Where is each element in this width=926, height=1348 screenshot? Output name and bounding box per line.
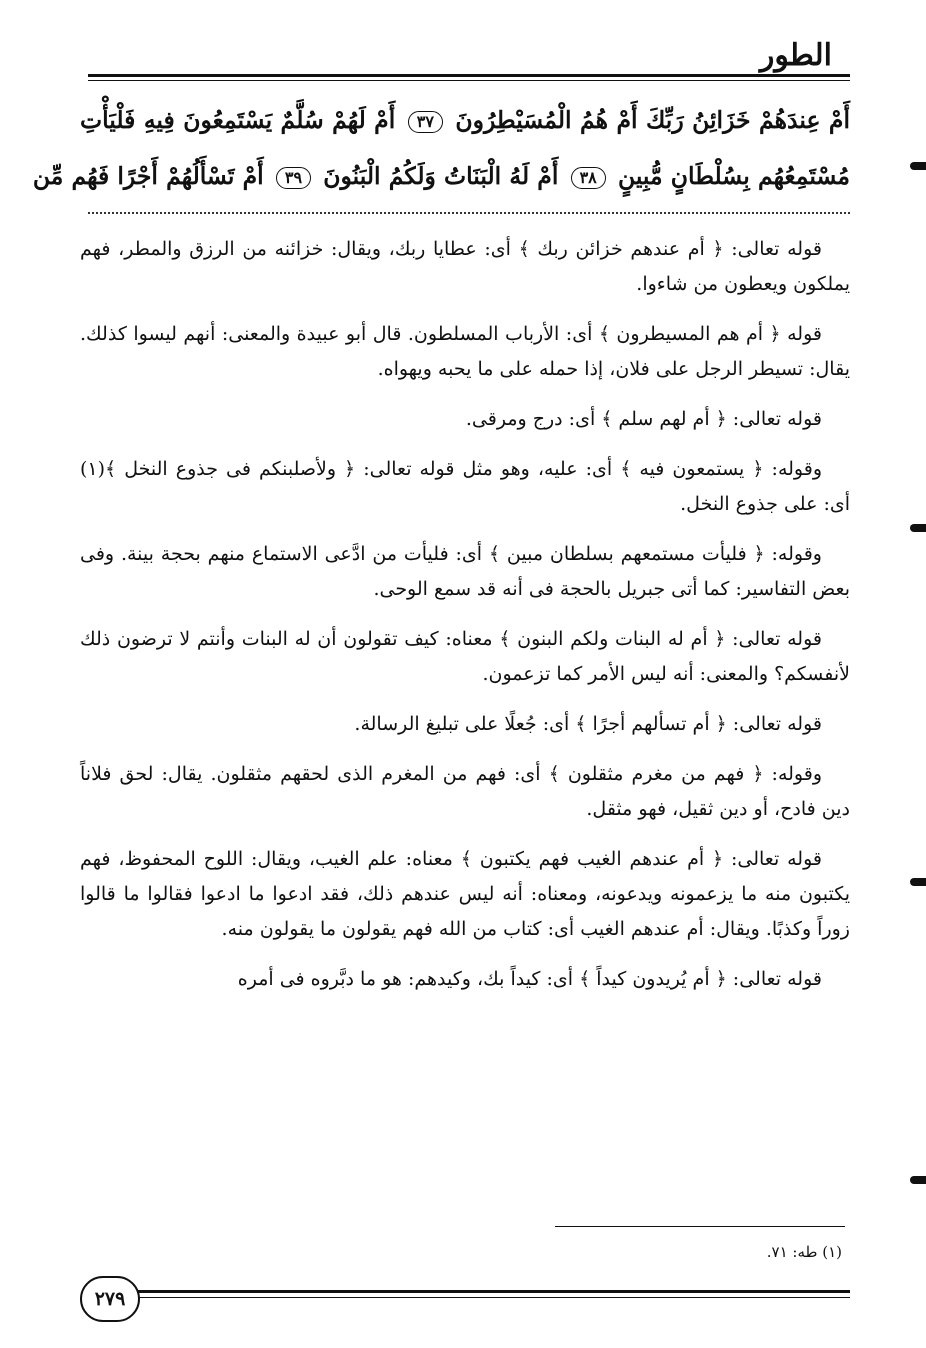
commentary-paragraph: قوله تعالى: ﴿ أم تسألهم أجرًا ﴾ أى: جُعلًا على تبليغ الرسالة. xyxy=(354,713,822,735)
commentary-paragraph: قوله تعالى: ﴿ أم له البنات ولكم البنون ﴾ معناه: كيف تقولون أن له البنات وأنتم لا ترضون ذلك لأنفسكم؟ والمعنى: أنه ليس الأمر كما تزعمون. xyxy=(80,628,850,685)
header-rule xyxy=(88,74,850,77)
commentary-paragraph: قوله تعالى: ﴿ أم لهم سلم ﴾ أى: درج ومرقى. xyxy=(465,408,822,430)
edge-mark xyxy=(910,524,926,532)
page-header xyxy=(88,36,850,76)
commentary-paragraph: قوله تعالى: ﴿ أم عندهم خزائن ربك ﴾ أى: عطايا ربك، ويقال: خزائنه من الرزق والمطر، فهم يملكون ويعطون من شاءوا. xyxy=(80,238,850,295)
commentary-paragraph: وقوله: ﴿ فليأت مستمعهم بسلطان مبين ﴾ أى: فليأت من ادَّعى الاستماع منهم بحجة بينة. وفى بعض التفاسير: كما أتى جبريل بالحجة فى أنه قد سمع الوحى. xyxy=(80,543,850,600)
quran-text: أَمْ عِندَهُمْ خَزَائِنُ رَبِّكَ أَمْ هُمُ الْمُسَيْطِرُونَ xyxy=(455,106,851,134)
commentary-block xyxy=(80,232,850,1012)
quran-line xyxy=(80,92,850,148)
header-rule-thin xyxy=(88,80,850,81)
page-number: ٢٧٩ xyxy=(80,1276,140,1322)
edge-mark xyxy=(910,1176,926,1184)
ayah-number-marker: ٣٧ xyxy=(408,111,443,133)
quran-verses-block xyxy=(32,92,851,204)
commentary-paragraph: قوله تعالى: ﴿ أم يُريدون كيداً ﴾ أى: كيداً بك، وكيدهم: هو ما دبَّروه فى أمره xyxy=(237,968,822,990)
ayah-number-marker: ٣٩ xyxy=(276,167,311,189)
commentary-paragraph: وقوله: ﴿ فهم من مغرم مثقلون ﴾ أى: فهم من المغرم الذى لحقهم مثقلون. يقال: لحق فلاناً دين فادح، أو دين ثقيل، فهو مثقل. xyxy=(80,763,850,820)
quran-text: أَمْ لَهُمْ سُلَّمٌ يَسْتَمِعُونَ فِيهِ فَلْيَأْتِ xyxy=(80,106,396,134)
quran-text: مُسْتَمِعُهُم بِسُلْطَانٍ مُّبِينٍ xyxy=(617,162,850,190)
quran-text: أَمْ لَهُ الْبَنَاتُ وَلَكُمُ الْبَنُونَ xyxy=(323,162,559,190)
edge-mark xyxy=(910,162,926,170)
footer-rule xyxy=(124,1290,850,1293)
ayah-number-marker: ٣٨ xyxy=(571,167,606,189)
commentary-paragraph: قوله ﴿ أم هم المسيطرون ﴾ أى: الأرباب المسلطون. قال أبو عبيدة والمعنى: أنهم ليسوا كذلك. يقال: تسيطر الرجل على فلان، إذا حمله على ما يحبه ويهواه. xyxy=(80,323,850,380)
dotted-separator xyxy=(88,212,850,214)
footnote-rule xyxy=(555,1226,845,1227)
surah-title: الطور xyxy=(759,38,832,73)
commentary-paragraph: وقوله: ﴿ يستمعون فيه ﴾ أى: عليه، وهو مثل قوله تعالى: ﴿ ولأصلبنكم فى جذوع النخل ﴾(١) أى: على جذوع النخل. xyxy=(80,458,850,515)
edge-mark xyxy=(910,878,926,886)
quran-text: أَمْ تَسْأَلُهُمْ أَجْرًا فَهُم مِّن xyxy=(32,162,264,190)
footer-rule-thin xyxy=(124,1297,850,1298)
footnote: (١) طه: ٧١. xyxy=(766,1243,842,1261)
quran-line xyxy=(32,148,850,204)
commentary-paragraph: قوله تعالى: ﴿ أم عندهم الغيب فهم يكتبون ﴾ معناه: علم الغيب، ويقال: اللوح المحفوظ، فهم يكتبون منه ما يزعمونه ويدعونه، ومعناه: أنه ليس عندهم ذلك، فقد ادعوا ما ادعوا فقالوا ما قالوا زوراً وكذبًا. ويقال: أم عندهم الغيب أى: كتاب من الله فهم يقولون ما يقولون منه. xyxy=(80,848,850,940)
